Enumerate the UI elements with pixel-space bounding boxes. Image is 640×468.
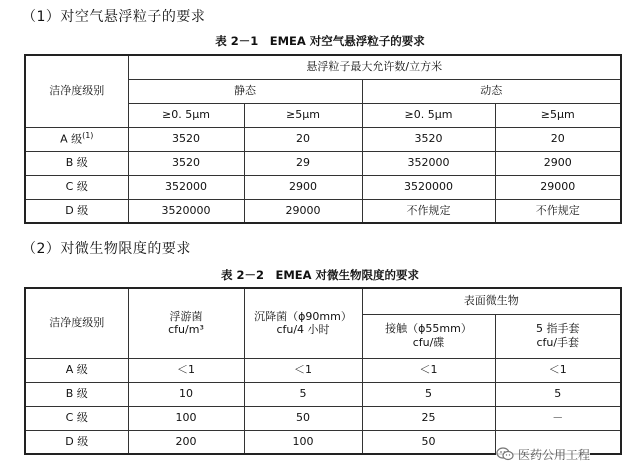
header-contact: 接触（ϕ55mm） cfu/碟 <box>362 314 495 358</box>
value-cell: 200 <box>128 430 244 454</box>
value-cell: 50 <box>362 430 495 454</box>
table-row <box>25 199 621 223</box>
value-cell: 29000 <box>495 175 621 199</box>
value-cell: ＜1 <box>495 358 621 382</box>
value-cell: ＜1 <box>128 358 244 382</box>
value-cell: 100 <box>244 430 362 454</box>
value-cell: 20 <box>244 127 362 151</box>
value-cell: 100 <box>128 406 244 430</box>
value-cell: 29000 <box>244 199 362 223</box>
value-cell: 352000 <box>128 175 244 199</box>
header-grade: 洁净度级别 <box>25 288 128 358</box>
watermark-text: 医药公用工程 <box>518 447 591 462</box>
section2-heading: （2）对微生物限度的要求 <box>22 241 191 257</box>
value-cell: 25 <box>362 406 495 430</box>
header-float: 浮游菌 cfu/m³ <box>128 288 244 358</box>
value-cell: ＜1 <box>362 358 495 382</box>
value-cell: 10 <box>128 382 244 406</box>
header-grade: 洁净度级别 <box>25 55 128 127</box>
value-cell: 5 <box>495 382 621 406</box>
header-dynamic-size-a: ≥0. 5μm <box>362 103 495 127</box>
microbial-limits-table <box>24 287 622 455</box>
value-cell: － <box>495 406 621 430</box>
particle-limits-table <box>24 54 622 224</box>
value-cell: 20 <box>495 127 621 151</box>
grade-cell: B 级 <box>25 151 128 175</box>
value-cell: ＜1 <box>244 358 362 382</box>
header-static: 静态 <box>128 79 362 103</box>
grade-cell: D 级 <box>25 430 128 454</box>
header-dynamic-size-b: ≥5μm <box>495 103 621 127</box>
value-cell: 5 <box>244 382 362 406</box>
watermark <box>496 444 590 464</box>
value-cell: 2900 <box>495 151 621 175</box>
grade-cell: B 级 <box>25 382 128 406</box>
value-cell: 352000 <box>362 151 495 175</box>
table-row <box>25 358 621 382</box>
header-surface: 表面微生物 <box>362 288 621 314</box>
table-row <box>25 151 621 175</box>
value-cell: 2900 <box>244 175 362 199</box>
table-row <box>25 406 621 430</box>
header-dynamic: 动态 <box>362 79 621 103</box>
value-cell: 不作规定 <box>362 199 495 223</box>
table2-caption: 表 2－2 EMEA 对微生物限度的要求 <box>220 268 420 282</box>
grade-cell: A 级 <box>25 358 128 382</box>
value-cell: 5 <box>362 382 495 406</box>
grade-cell: C 级 <box>25 175 128 199</box>
value-cell: 3520000 <box>362 175 495 199</box>
value-cell: 3520 <box>128 151 244 175</box>
footnote-mark: (1) <box>82 131 94 141</box>
grade-cell: A 级$^{(1)}$ <box>25 127 128 151</box>
section1-heading: （1）对空气悬浮粒子的要求 <box>22 9 206 25</box>
table-row <box>25 175 621 199</box>
header-glove: 5 指手套 cfu/手套 <box>495 314 621 358</box>
value-cell: 29 <box>244 151 362 175</box>
table-row <box>25 382 621 406</box>
table-row <box>25 127 621 151</box>
value-cell: 3520 <box>362 127 495 151</box>
header-max-count: 悬浮粒子最大允许数/立方米 <box>128 55 621 79</box>
header-settle: 沉降菌（ϕ90mm） cfu/4 小时 <box>244 288 362 358</box>
grade-cell: C 级 <box>25 406 128 430</box>
wechat-icon <box>496 447 514 461</box>
value-cell: 50 <box>244 406 362 430</box>
header-static-size-a: ≥0. 5μm <box>128 103 244 127</box>
value-cell: 不作规定 <box>495 199 621 223</box>
value-cell: 3520000 <box>128 199 244 223</box>
header-static-size-b: ≥5μm <box>244 103 362 127</box>
table1-caption: 表 2－1 EMEA 对空气悬浮粒子的要求 <box>215 34 425 48</box>
grade-cell: D 级 <box>25 199 128 223</box>
value-cell: 3520 <box>128 127 244 151</box>
